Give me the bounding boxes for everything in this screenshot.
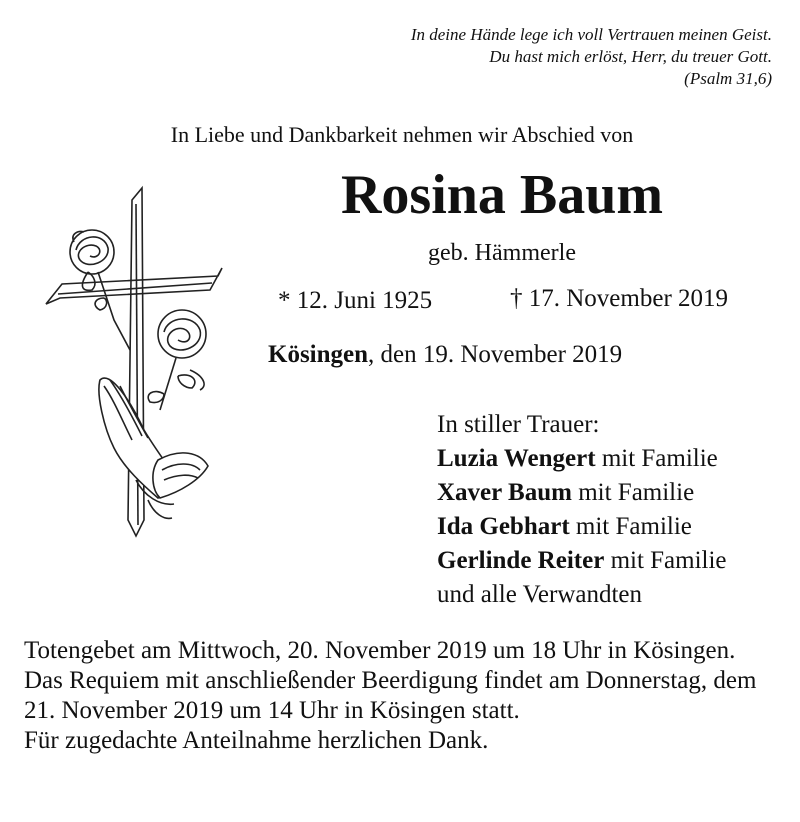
cross-horizontal-inner bbox=[58, 283, 212, 294]
birth-date: * 12. Juni 1925 bbox=[278, 287, 433, 314]
mourner-suffix: mit Familie bbox=[604, 547, 727, 574]
verse-line: In deine Hände lege ich voll Vertrauen meinen Geist. bbox=[410, 25, 772, 44]
mourners-closing: und alle Verwandten bbox=[437, 581, 643, 608]
verse-reference: (Psalm 31,6) bbox=[684, 69, 772, 88]
cross-roses-praying-hands-icon bbox=[40, 180, 230, 540]
mourner-suffix: mit Familie bbox=[569, 513, 692, 540]
mourner-name: Xaver Baum bbox=[437, 479, 572, 506]
intro-text bbox=[0, 122, 800, 148]
cross-horizontal bbox=[46, 268, 222, 304]
deceased-name: Rosina Baum bbox=[340, 164, 664, 226]
mourner-name: Ida Gebhart bbox=[437, 513, 570, 540]
intro-line: In Liebe und Dankbarkeit nehmen wir Abschied von bbox=[170, 122, 634, 147]
mourner-suffix: mit Familie bbox=[571, 479, 695, 506]
mourner-entry bbox=[437, 544, 727, 578]
thanks-text: Für zugedachte Anteilnahme herzlichen Dank. bbox=[24, 727, 489, 754]
mourner-name: Luzia Wengert bbox=[437, 445, 596, 472]
place-date bbox=[268, 341, 622, 369]
mourner-entry bbox=[437, 476, 727, 510]
mourner-entry bbox=[437, 442, 727, 476]
notice-date: , den 19. November 2019 bbox=[368, 341, 623, 368]
rose-middle bbox=[148, 310, 206, 410]
requiem-text: Das Requiem mit anschließender Beerdigung findet am Donnerstag, dem 21. November 2019 um 14 Uhr in Kösingen statt. bbox=[24, 667, 757, 724]
praying-hands bbox=[99, 378, 208, 518]
mourner-suffix: mit Familie bbox=[595, 445, 718, 472]
mourner-name: Gerlinde Reiter bbox=[437, 547, 605, 574]
place-name: Kösingen bbox=[268, 341, 369, 368]
verse-line: Du hast mich erlöst, Herr, du treuer Gott. bbox=[489, 47, 772, 66]
prayer-service-text: Totengebet am Mittwoch, 20. November 2019 um 18 Uhr in Kösingen. bbox=[24, 637, 736, 664]
mourners-heading: In stiller Trauer: bbox=[437, 411, 600, 438]
mourners-list bbox=[437, 408, 727, 612]
death-date: † 17. November 2019 bbox=[510, 285, 729, 312]
psalm-verse bbox=[411, 24, 772, 90]
mourner-entry bbox=[437, 510, 727, 544]
service-information bbox=[24, 636, 784, 756]
maiden-name: geb. Hämmerle bbox=[428, 240, 576, 266]
